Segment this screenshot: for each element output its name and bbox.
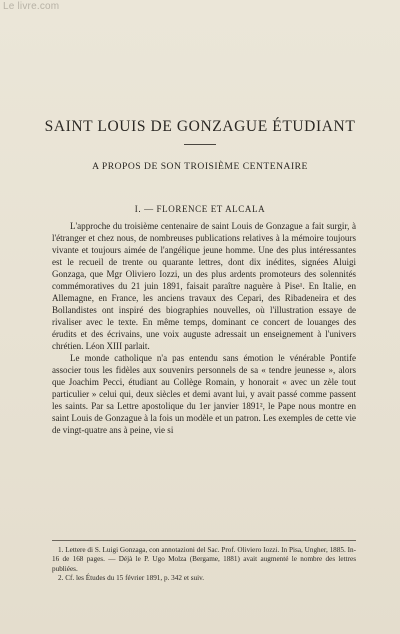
footnotes [52,546,356,584]
paragraph-2: Le monde catholique n'a pas entendu sans émotion le vénérable Pontife associer tous les fidèles aux souvenirs personnels de sa « tendre jeunesse », alors que Joachim Pecci, étudiant au Collège Romain, y honorait « avec un zèle tout particulier » celui qui, deux siècles et demi avant lui, y avait passé comme passent les saints. Par sa Lettre apostolique du 1er janvier 1891², le Pape nous montre en saint Louis de Gonzague à la fois un modèle et un patron. Les exemples de cette vie de vingt-quatre ans à peine, vie si [52,353,356,435]
article-title: SAINT LOUIS DE GONZAGUE ÉTUDIANT [44,118,356,135]
article-subtitle: A PROPOS DE SON TROISIÈME CENTENAIRE [92,161,308,172]
footnote-1: 1. Lettere di S. Luigi Gonzaga, con annotazioni del Sac. Prof. Oliviero Iozzi. In Pisa, Ungher, 1885. In-16 de 168 pages. — Déjà le P. Ugo Molza (Bergame, 1881) avait augmenté le nombre des lettres publiées. [52,546,356,573]
section-heading: I. — FLORENCE ET ALCALA [134,204,266,214]
paragraph-1: L'approche du troisième centenaire de saint Louis de Gonzague a fait surgir, à l'étranger et chez nous, de nombreuses publications relatives à la mémoire toujours vivante et toujours aimée de l'angélique jeune homme. Une des plus intéressantes est le recueil de trente ou quarante lettres, dont dix inédites, signées Aluigi Gonzaga, que Mgr Oliviero Iozzi, un des plus ardents promoteurs des solennités commémoratives du 21 juin 1891, faisait paraître naguère à Pise¹. En Italie, en Allemagne, en France, les anciens travaux des Cepari, des Ribadeneira et des Bollandistes ont inspiré des biographies nouvelles, où l'illustration essaye de rivaliser avec le texte. En même temps, dominant ce concert de louanges des érudits et des écrivains, une voix auguste adressait un enseignement à l'univers chrétien. Léon XIII parlait. [52,221,356,351]
footnote-2: 2. Cf. les Études du 15 février 1891, p. 342 et suiv. [58,574,205,583]
title-divider [184,144,216,145]
footnote-divider [52,540,356,541]
body-text [52,220,356,436]
watermark: Le livre.com [3,1,60,12]
